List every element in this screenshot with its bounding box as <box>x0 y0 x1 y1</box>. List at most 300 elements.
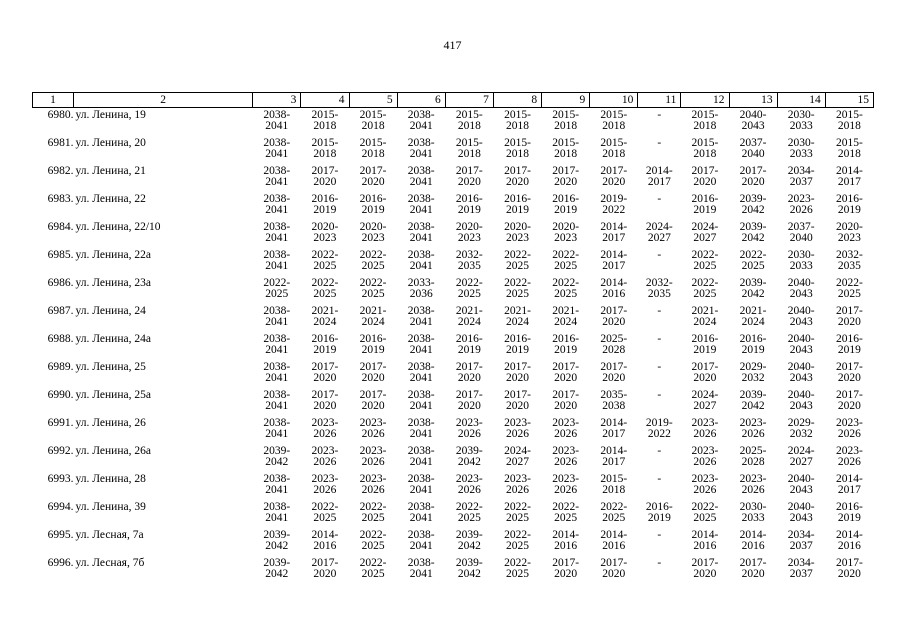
period-end: 2024 <box>554 316 578 328</box>
period-cell <box>349 278 397 306</box>
period-start: 2022- <box>552 277 580 289</box>
period-cell <box>253 222 301 250</box>
period-cell <box>681 362 729 390</box>
period-start: 2023- <box>311 445 339 457</box>
period-end: 2026 <box>693 428 717 440</box>
column-header-3: 3 <box>253 93 301 108</box>
period-cell <box>590 390 638 418</box>
period-cell <box>397 278 445 306</box>
period-start: 2016- <box>504 333 531 345</box>
period-end: 2019 <box>361 204 385 216</box>
period-start: 2030- <box>787 109 815 121</box>
period-cell <box>301 138 349 166</box>
period-end: 2020 <box>693 176 717 188</box>
period-end: 2025 <box>837 288 861 300</box>
period-start: 2016- <box>552 333 580 345</box>
period-start: 2022- <box>359 557 387 569</box>
period-cell <box>301 194 349 222</box>
period-end: 2025 <box>265 288 289 300</box>
period-start: 2025- <box>600 333 628 345</box>
period-cell <box>445 390 493 418</box>
period-end: 2026 <box>554 484 578 496</box>
period-cell <box>493 108 541 139</box>
period-cell <box>638 222 681 250</box>
period-cell <box>638 502 681 530</box>
period-start: 2017- <box>835 389 863 401</box>
period-end: 2041 <box>265 400 289 412</box>
period-end: 2025 <box>361 512 385 524</box>
period-cell <box>301 474 349 502</box>
period-start: 2038- <box>407 389 435 401</box>
period-cell <box>493 194 541 222</box>
period-end: 2033 <box>789 120 813 132</box>
period-cell <box>542 194 590 222</box>
period-end: 2019 <box>554 344 578 356</box>
period-cell <box>349 530 397 558</box>
period-cell <box>542 446 590 474</box>
table-row <box>33 194 874 222</box>
period-start: 2039- <box>455 529 483 541</box>
period-cell <box>301 418 349 446</box>
row-number: 6985. <box>47 249 74 261</box>
period-start: 2016- <box>455 333 483 345</box>
period-end: 2041 <box>265 428 289 440</box>
column-header-9: 9 <box>542 93 590 108</box>
period-cell <box>397 138 445 166</box>
row-number: 6993. <box>47 473 74 485</box>
period-cell <box>729 222 777 250</box>
period-start: 2032- <box>835 249 863 261</box>
period-cell <box>542 418 590 446</box>
period-start: 2040- <box>787 501 815 513</box>
period-cell <box>349 138 397 166</box>
row-number: 6987. <box>47 305 74 317</box>
period-end: 2025 <box>361 288 385 300</box>
period-start: 2023- <box>455 473 483 485</box>
period-end: 2024 <box>313 316 337 328</box>
period-end: 2042 <box>265 568 289 580</box>
period-end: 2027 <box>693 232 717 244</box>
period-cell: - <box>657 249 662 261</box>
period-end: 2026 <box>505 428 529 440</box>
column-header-2: 2 <box>73 93 252 108</box>
period-start: 2015- <box>311 137 339 149</box>
period-end: 2041 <box>265 232 289 244</box>
period-end: 2020 <box>837 400 861 412</box>
period-end: 2023 <box>457 232 481 244</box>
period-start: 2038- <box>263 137 291 149</box>
row-address: ул. Лесная, 7б <box>75 557 145 569</box>
period-cell <box>349 194 397 222</box>
period-start: 2015- <box>455 109 483 121</box>
period-end: 2026 <box>693 484 717 496</box>
period-end: 2016 <box>554 540 578 552</box>
period-start: 2022- <box>504 277 531 289</box>
period-end: 2019 <box>457 204 481 216</box>
period-start: 2022- <box>359 249 387 261</box>
period-end: 2041 <box>409 400 433 412</box>
period-start: 2034- <box>787 165 815 177</box>
period-end: 2025 <box>457 512 481 524</box>
period-cell <box>590 474 638 502</box>
period-end: 2026 <box>837 456 861 468</box>
period-end: 2018 <box>602 148 626 160</box>
period-end: 2025 <box>361 260 385 272</box>
period-start: 2040- <box>787 333 815 345</box>
table-row <box>33 558 874 586</box>
period-end: 2023 <box>313 232 337 244</box>
period-cell: - <box>657 529 662 541</box>
period-cell <box>445 250 493 278</box>
period-cell <box>825 222 873 250</box>
period-cell <box>493 166 541 194</box>
period-cell <box>542 108 590 139</box>
period-start: 2017- <box>600 305 628 317</box>
column-header-10: 10 <box>590 93 638 108</box>
period-start: 2038- <box>263 305 291 317</box>
column-header-5: 5 <box>349 93 397 108</box>
period-end: 2017 <box>647 176 671 188</box>
period-end: 2041 <box>409 176 433 188</box>
period-cell <box>777 108 825 139</box>
period-start: 2022- <box>359 277 387 289</box>
period-start: 2022- <box>691 501 719 513</box>
period-end: 2025 <box>505 260 529 272</box>
period-start: 2017- <box>311 557 339 569</box>
period-cell <box>493 446 541 474</box>
period-end: 2020 <box>457 400 481 412</box>
period-end: 2026 <box>554 428 578 440</box>
row-number: 6990. <box>47 389 74 401</box>
row-address: ул. Ленина, 26а <box>75 445 151 457</box>
period-end: 2025 <box>313 512 337 524</box>
table-row <box>33 530 874 558</box>
period-cell <box>590 530 638 558</box>
period-cell <box>777 530 825 558</box>
period-start: 2023- <box>552 417 580 429</box>
period-start: 2017- <box>311 389 339 401</box>
period-start: 2039- <box>263 529 291 541</box>
period-end: 2028 <box>741 456 765 468</box>
column-header-11: 11 <box>638 93 681 108</box>
period-start: 2014- <box>600 249 628 261</box>
period-cell <box>253 108 301 139</box>
period-end: 2019 <box>837 512 861 524</box>
period-start: 2014- <box>645 165 673 177</box>
period-end: 2018 <box>313 148 337 160</box>
period-end: 2025 <box>505 288 529 300</box>
period-end: 2020 <box>505 372 529 384</box>
period-cell <box>590 250 638 278</box>
period-start: 2038- <box>407 109 435 121</box>
period-cell <box>777 474 825 502</box>
period-start: 2039- <box>739 193 767 205</box>
period-start: 2020- <box>504 221 531 233</box>
period-start: 2035- <box>600 389 628 401</box>
period-cell <box>253 502 301 530</box>
period-cell <box>681 250 729 278</box>
period-cell <box>493 278 541 306</box>
period-start: 2017- <box>835 361 863 373</box>
period-end: 2020 <box>361 400 385 412</box>
period-start: 2038- <box>407 221 435 233</box>
period-end: 2020 <box>554 400 578 412</box>
period-start: 2015- <box>359 109 387 121</box>
period-end: 2037 <box>789 540 813 552</box>
period-start: 2037- <box>739 137 767 149</box>
period-start: 2022- <box>311 501 339 513</box>
period-cell <box>825 166 873 194</box>
period-start: 2015- <box>691 109 719 121</box>
period-end: 2042 <box>741 232 765 244</box>
period-start: 2020- <box>552 221 580 233</box>
period-cell <box>349 418 397 446</box>
period-cell <box>493 558 541 586</box>
period-end: 2018 <box>505 148 529 160</box>
period-end: 2040 <box>789 232 813 244</box>
column-header-6: 6 <box>397 93 445 108</box>
period-start: 2022- <box>263 277 291 289</box>
period-end: 2027 <box>505 456 529 468</box>
period-start: 2017- <box>691 361 719 373</box>
period-cell <box>825 138 873 166</box>
period-start: 2022- <box>359 529 387 541</box>
period-cell <box>729 390 777 418</box>
period-end: 2017 <box>602 456 626 468</box>
period-end: 2041 <box>409 148 433 160</box>
period-start: 2039- <box>739 389 767 401</box>
period-cell <box>542 502 590 530</box>
period-cell <box>493 362 541 390</box>
period-start: 2017- <box>504 361 531 373</box>
period-start: 2019- <box>600 193 628 205</box>
column-header-4: 4 <box>301 93 349 108</box>
table-row <box>33 278 874 306</box>
period-start: 2024- <box>504 445 531 457</box>
period-start: 2015- <box>600 109 628 121</box>
period-end: 2026 <box>313 428 337 440</box>
period-end: 2025 <box>505 512 529 524</box>
period-end: 2041 <box>265 344 289 356</box>
period-start: 2022- <box>311 277 339 289</box>
period-cell <box>590 502 638 530</box>
period-end: 2024 <box>457 316 481 328</box>
period-cell <box>397 362 445 390</box>
period-cell: - <box>657 193 662 205</box>
period-cell <box>445 222 493 250</box>
period-end: 2042 <box>457 568 481 580</box>
period-cell <box>445 558 493 586</box>
row-number: 6982. <box>47 165 74 177</box>
period-start: 2016- <box>835 333 863 345</box>
period-end: 2022 <box>647 428 671 440</box>
row-address: ул. Ленина, 24 <box>75 305 146 317</box>
period-end: 2019 <box>837 204 861 216</box>
period-start: 2017- <box>691 557 719 569</box>
period-cell <box>681 502 729 530</box>
period-cell <box>301 278 349 306</box>
table-row <box>33 222 874 250</box>
period-cell <box>777 558 825 586</box>
period-cell <box>493 138 541 166</box>
period-cell <box>397 222 445 250</box>
period-cell <box>493 418 541 446</box>
period-end: 2017 <box>602 260 626 272</box>
row-address: ул. Ленина, 20 <box>75 137 146 149</box>
period-end: 2020 <box>602 568 626 580</box>
period-cell <box>349 334 397 362</box>
period-end: 2042 <box>265 540 289 552</box>
period-start: 2017- <box>455 361 483 373</box>
period-end: 2041 <box>409 344 433 356</box>
period-end: 2042 <box>457 540 481 552</box>
period-cell <box>493 390 541 418</box>
period-end: 2018 <box>837 148 861 160</box>
period-start: 2023- <box>691 445 719 457</box>
period-start: 2016- <box>311 333 339 345</box>
period-start: 2017- <box>359 389 387 401</box>
period-cell <box>493 502 541 530</box>
period-start: 2017- <box>835 557 863 569</box>
period-start: 2017- <box>835 305 863 317</box>
period-start: 2022- <box>552 501 580 513</box>
period-cell <box>301 446 349 474</box>
period-end: 2041 <box>409 456 433 468</box>
period-end: 2019 <box>554 204 578 216</box>
period-end: 2043 <box>789 400 813 412</box>
period-end: 2025 <box>693 260 717 272</box>
period-cell <box>397 418 445 446</box>
period-cell <box>729 306 777 334</box>
period-cell <box>445 334 493 362</box>
period-cell <box>301 222 349 250</box>
period-cell <box>493 250 541 278</box>
period-end: 2016 <box>313 540 337 552</box>
row-address: ул. Ленина, 19 <box>75 109 146 121</box>
period-end: 2040 <box>741 148 765 160</box>
period-start: 2021- <box>552 305 580 317</box>
row-address: ул. Ленина, 23а <box>75 277 151 289</box>
period-cell <box>542 250 590 278</box>
period-end: 2025 <box>313 288 337 300</box>
period-end: 2026 <box>361 456 385 468</box>
period-cell <box>825 194 873 222</box>
period-start: 2023- <box>835 417 863 429</box>
period-start: 2022- <box>835 277 863 289</box>
period-start: 2039- <box>739 221 767 233</box>
period-cell <box>777 306 825 334</box>
period-end: 2026 <box>837 428 861 440</box>
row-number: 6981. <box>47 137 74 149</box>
period-end: 2018 <box>602 484 626 496</box>
period-cell <box>397 166 445 194</box>
period-cell <box>397 502 445 530</box>
period-end: 2020 <box>693 372 717 384</box>
period-cell <box>397 530 445 558</box>
period-cell <box>349 222 397 250</box>
period-end: 2020 <box>741 176 765 188</box>
period-end: 2041 <box>409 568 433 580</box>
period-start: 2021- <box>739 305 767 317</box>
period-start: 2038- <box>407 305 435 317</box>
period-start: 2038- <box>263 501 291 513</box>
period-start: 2039- <box>739 277 767 289</box>
period-end: 2018 <box>837 120 861 132</box>
column-header-7: 7 <box>445 93 493 108</box>
period-start: 2014- <box>552 529 580 541</box>
period-end: 2026 <box>693 456 717 468</box>
period-start: 2022- <box>359 501 387 513</box>
period-cell <box>253 558 301 586</box>
period-start: 2040- <box>787 473 815 485</box>
period-start: 2016- <box>552 193 580 205</box>
period-end: 2041 <box>265 120 289 132</box>
period-end: 2041 <box>265 316 289 328</box>
period-start: 2017- <box>552 165 580 177</box>
period-end: 2024 <box>361 316 385 328</box>
period-end: 2025 <box>741 260 765 272</box>
period-cell <box>349 306 397 334</box>
period-start: 2016- <box>691 193 719 205</box>
period-end: 2025 <box>554 288 578 300</box>
period-start: 2038- <box>407 137 435 149</box>
period-cell <box>445 306 493 334</box>
period-end: 2019 <box>741 344 765 356</box>
period-cell <box>777 390 825 418</box>
period-cell <box>590 418 638 446</box>
period-cell <box>253 418 301 446</box>
period-cell <box>681 418 729 446</box>
period-start: 2016- <box>835 501 863 513</box>
row-number: 6995. <box>47 529 74 541</box>
period-cell <box>825 362 873 390</box>
period-end: 2020 <box>602 316 626 328</box>
period-start: 2017- <box>739 557 767 569</box>
period-start: 2023- <box>504 473 531 485</box>
period-cell: - <box>657 333 662 345</box>
period-end: 2023 <box>505 232 529 244</box>
period-end: 2020 <box>457 176 481 188</box>
period-cell: - <box>657 305 662 317</box>
column-header-15: 15 <box>825 93 873 108</box>
period-start: 2038- <box>407 445 435 457</box>
period-start: 2025- <box>739 445 767 457</box>
period-end: 2042 <box>741 204 765 216</box>
period-end: 2016 <box>741 540 765 552</box>
period-start: 2020- <box>359 221 387 233</box>
period-end: 2032 <box>789 428 813 440</box>
row-address: ул. Ленина, 24а <box>75 333 151 345</box>
period-start: 2038- <box>263 389 291 401</box>
period-start: 2037- <box>787 221 815 233</box>
period-start: 2016- <box>739 333 767 345</box>
row-address: ул. Ленина, 39 <box>75 501 146 513</box>
period-end: 2025 <box>313 260 337 272</box>
table-row <box>33 250 874 278</box>
period-cell <box>253 250 301 278</box>
period-start: 2014- <box>835 529 863 541</box>
period-start: 2020- <box>835 221 863 233</box>
period-start: 2014- <box>835 473 863 485</box>
row-number: 6992. <box>47 445 74 457</box>
period-end: 2018 <box>505 120 529 132</box>
period-end: 2020 <box>554 372 578 384</box>
period-end: 2020 <box>554 568 578 580</box>
period-cell <box>301 250 349 278</box>
period-cell <box>729 250 777 278</box>
period-end: 2038 <box>602 400 626 412</box>
period-end: 2026 <box>313 456 337 468</box>
